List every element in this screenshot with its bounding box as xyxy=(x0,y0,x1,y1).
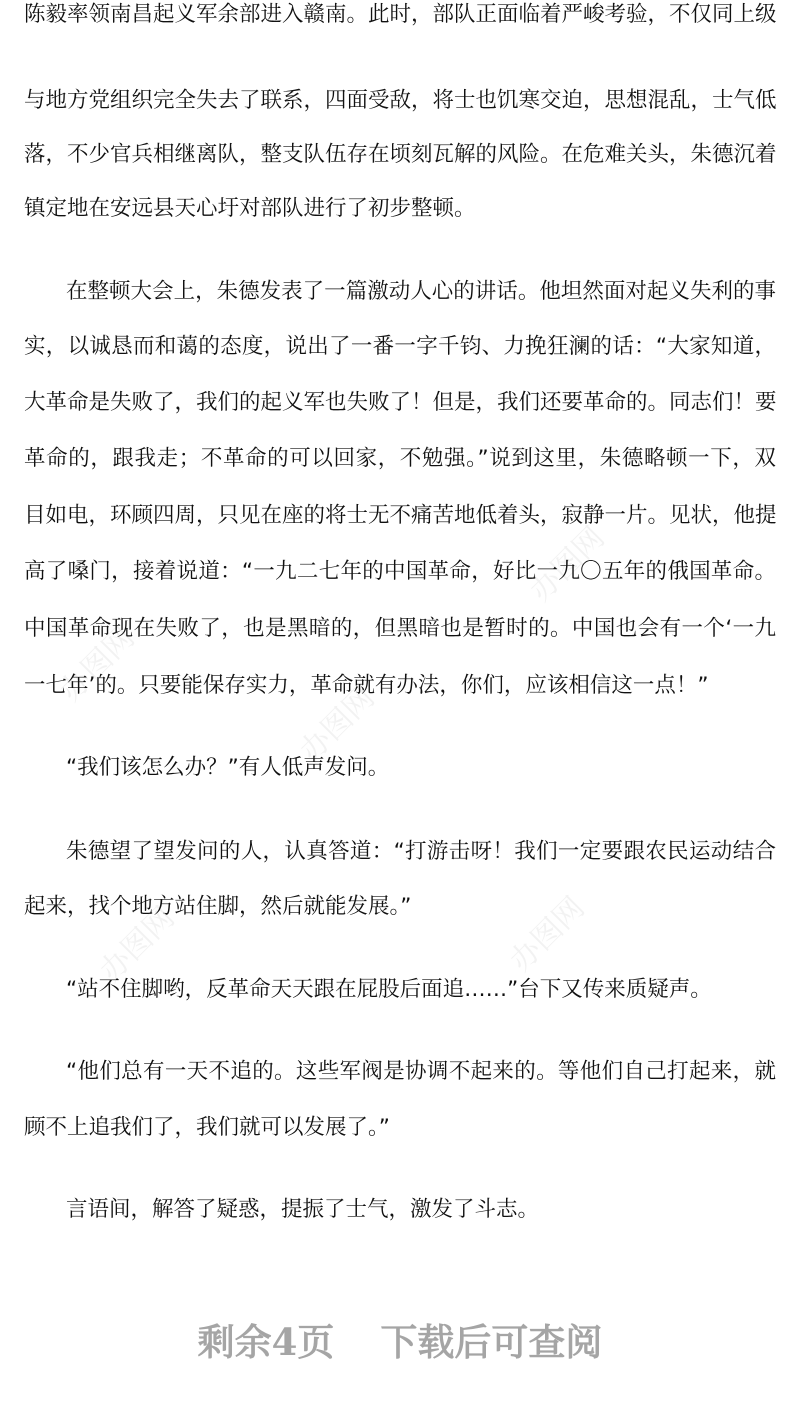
text-line: “他们总有一天不追的。这些军阀是协调不起来的。等他们自己打起来，就 xyxy=(66,1059,776,1084)
watermark: 办图网 xyxy=(93,900,182,989)
text-line: 实，以诚恳而和蔼的态度，说出了一番一字千钧、力挽狂澜的话：“大家知道， xyxy=(24,334,776,359)
text-line: 高了嗓门，接着说道：“一九二七年的中国革命，好比一九〇五年的俄国革命。 xyxy=(24,559,776,584)
watermark: 办图网 xyxy=(503,890,592,979)
text-line: 大革命是失败了，我们的起义军也失败了！但是，我们还要革命的。同志们！要 xyxy=(24,390,777,415)
text-line: 朱德望了望发问的人，认真答道：“打游击呀！我们一定要跟农民运动结合 xyxy=(66,839,776,864)
text-line: 落，不少官兵相继离队，整支队伍存在顷刻瓦解的风险。在危难关头，朱德沉着 xyxy=(24,142,777,167)
text-line: 目如电，环顾四周，只见在座的将士无不痛苦地低着头，寂静一片。见状，他提 xyxy=(24,503,777,528)
text-line: 一七年’的。只要能保存实力，革命就有办法，你们，应该相信这一点！” xyxy=(24,673,709,698)
text-line: 顾不上追我们了，我们就可以发展了。” xyxy=(24,1115,390,1140)
text-line: 陈毅率领南昌起义军余部进入赣南。此时，部队正面临着严峻考验，不仅同上级 xyxy=(24,2,777,27)
text-line: 在整顿大会上，朱德发表了一篇激动人心的讲话。他坦然面对起义失利的事 xyxy=(66,279,776,304)
text-line: 言语间，解答了疑惑，提振了士气，激发了斗志。 xyxy=(66,1197,540,1222)
watermark: 办图网 xyxy=(293,680,382,769)
text-line: 与地方党组织完全失去了联系，四面受敌，将士也饥寒交迫，思想混乱，士气低 xyxy=(24,88,777,113)
watermark: 办图网 xyxy=(523,520,612,609)
text-line: “我们该怎么办？”有人低声发问。 xyxy=(66,755,390,780)
text-line: “站不住脚哟，反革命天天跟在屁股后面追……”台下又传来质疑声。 xyxy=(66,977,712,1002)
remaining-pages-label: 剩余4页 xyxy=(197,1320,335,1364)
text-line: 镇定地在安远县天心圩对部队进行了初步整顿。 xyxy=(24,196,476,221)
download-to-view-label: 下载后可查阅 xyxy=(380,1320,603,1364)
download-prompt[interactable] xyxy=(0,1318,800,1366)
text-line: 起来，找个地方站住脚，然后就能发展。” xyxy=(24,894,412,919)
text-line: 革命的，跟我走；不革命的可以回家，不勉强。”说到这里，朱德略顿一下，双 xyxy=(24,446,776,471)
text-line: 中国革命现在失败了，也是黑暗的，但黑暗也是暂时的。中国也会有一个‘一九 xyxy=(24,616,776,641)
watermark: 办图网 xyxy=(53,620,142,709)
